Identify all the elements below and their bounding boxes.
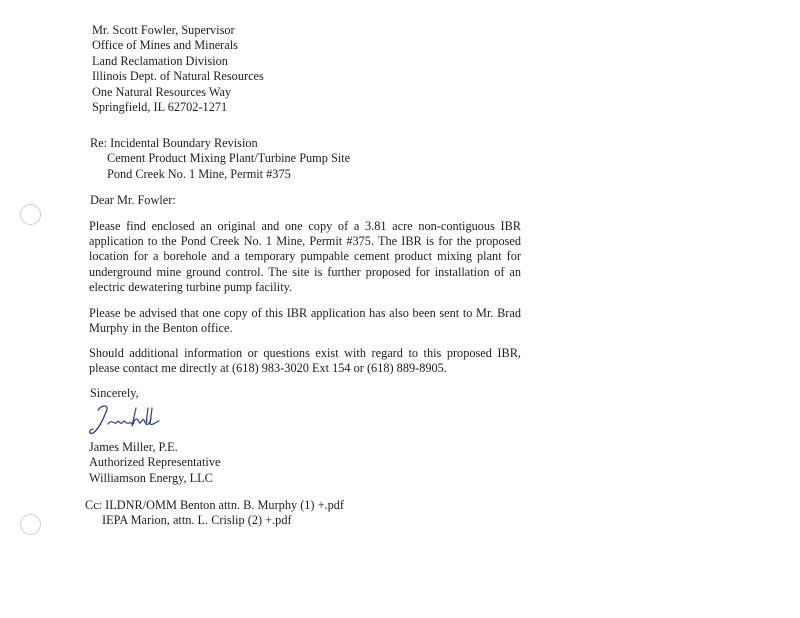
body-paragraph: Should additional information or questions exist with regard to this proposed IBR, please contact me directly at (618) 983-3020 Ext 154 or (618) 889-8905. (89, 346, 521, 376)
punch-hole (20, 514, 41, 535)
address-line: Office of Mines and Minerals (92, 38, 238, 53)
salutation: Dear Mr. Fowler: (90, 193, 176, 207)
address-line: One Natural Resources Way (92, 84, 232, 99)
punch-hole (20, 204, 41, 225)
cc-line: Cc: ILDNR/OMM Benton attn. B. Murphy (1) +.pdf (85, 498, 345, 512)
address-line: Illinois Dept. of Natural Resources (92, 69, 264, 84)
cc-line: IEPA Marion, attn. L. Crislip (2) +.pdf (102, 513, 292, 528)
cc-block (85, 498, 344, 529)
address-line: Mr. Scott Fowler, Supervisor (92, 23, 235, 37)
handwritten-signature (84, 402, 164, 440)
body-paragraph: Please find enclosed an original and one copy of a 3.81 acre non-contiguous IBR application to the Pond Creek No. 1 Mine, Permit #375. The IBR is for the proposed location for a borehole and a temporary pumpable cement product mixing plant for underground mine ground control. The site is further proposed for installation of an electric dewatering turbine pump facility. (89, 219, 521, 294)
signer-company: Williamson Energy, LLC (89, 470, 213, 485)
subject-line: Pond Creek No. 1 Mine, Permit #375 (107, 166, 291, 181)
address-line: Springfield, IL 62702-1271 (92, 100, 228, 115)
recipient-address (92, 23, 264, 115)
subject-line: Cement Product Mixing Plant/Turbine Pump Site (107, 151, 351, 166)
signer-name: James Miller, P.E. (89, 440, 178, 454)
signer-title: Authorized Representative (89, 455, 221, 470)
closing: Sincerely, (90, 386, 139, 400)
subject-block (90, 136, 350, 182)
signature-block (89, 440, 220, 486)
address-line: Land Reclamation Division (92, 53, 228, 68)
body-paragraph: Please be advised that one copy of this IBR application has also been sent to Mr. Brad Murphy in the Benton office. (89, 306, 521, 336)
subject-line: Re: Incidental Boundary Revision (90, 136, 258, 150)
